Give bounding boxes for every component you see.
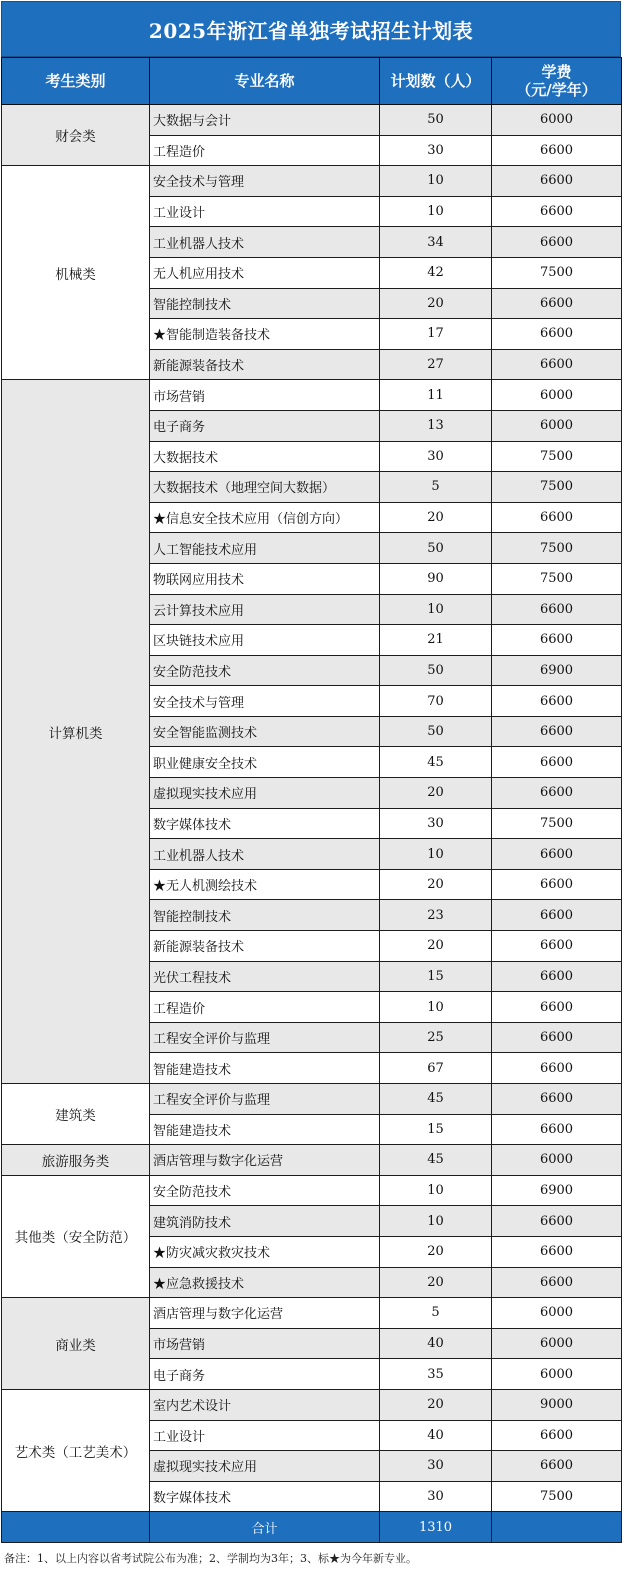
plan-cell: 45 xyxy=(380,1145,492,1176)
major-cell: 安全技术与管理 xyxy=(150,686,380,717)
fee-cell: 9000 xyxy=(492,1389,622,1420)
plan-cell: 30 xyxy=(380,1451,492,1482)
major-cell: 大数据技术（地理空间大数据） xyxy=(150,472,380,503)
header-major: 专业名称 xyxy=(150,58,380,105)
major-cell: ★信息安全技术应用（信创方向） xyxy=(150,502,380,533)
header-plan: 计划数（人） xyxy=(380,58,492,105)
major-cell: 酒店管理与数字化运营 xyxy=(150,1298,380,1329)
fee-cell: 7500 xyxy=(492,808,622,839)
total-row xyxy=(2,1512,622,1543)
fee-cell: 6600 xyxy=(492,839,622,870)
major-cell: 工业设计 xyxy=(150,1420,380,1451)
fee-cell: 6600 xyxy=(492,319,622,350)
fee-cell: 6600 xyxy=(492,135,622,166)
fee-cell: 6600 xyxy=(492,1022,622,1053)
page-title: 2025年浙江省单独考试招生计划表 xyxy=(1,1,621,57)
header-fee-line1: 学费 xyxy=(541,63,572,81)
major-cell: 新能源装备技术 xyxy=(150,349,380,380)
category-cell: 计算机类 xyxy=(2,380,150,1084)
fee-cell: 6600 xyxy=(492,747,622,778)
major-cell: 人工智能技术应用 xyxy=(150,533,380,564)
plan-cell: 50 xyxy=(380,533,492,564)
plan-cell: 45 xyxy=(380,747,492,778)
fee-cell: 6600 xyxy=(492,1420,622,1451)
fee-cell: 6600 xyxy=(492,166,622,197)
fee-cell: 6600 xyxy=(492,625,622,656)
major-cell: 安全技术与管理 xyxy=(150,166,380,197)
major-cell: ★无人机测绘技术 xyxy=(150,869,380,900)
fee-cell: 6600 xyxy=(492,992,622,1023)
fee-cell: 6600 xyxy=(492,227,622,258)
header-row xyxy=(2,58,622,105)
fee-cell: 6600 xyxy=(492,1206,622,1237)
table-row xyxy=(2,1298,622,1329)
major-cell: 智能建造技术 xyxy=(150,1053,380,1084)
major-cell: 新能源装备技术 xyxy=(150,931,380,962)
plan-cell: 11 xyxy=(380,380,492,411)
major-cell: 智能建造技术 xyxy=(150,1114,380,1145)
plan-cell: 50 xyxy=(380,655,492,686)
plan-cell: 50 xyxy=(380,105,492,136)
fee-cell: 6600 xyxy=(492,778,622,809)
plan-cell: 10 xyxy=(380,166,492,197)
plan-cell: 10 xyxy=(380,1175,492,1206)
category-cell: 机械类 xyxy=(2,166,150,380)
fee-cell: 6600 xyxy=(492,349,622,380)
fee-cell: 7500 xyxy=(492,533,622,564)
fee-cell: 6600 xyxy=(492,869,622,900)
table-row xyxy=(2,1145,622,1176)
plan-cell: 25 xyxy=(380,1022,492,1053)
plan-cell: 20 xyxy=(380,502,492,533)
plan-cell: 20 xyxy=(380,1389,492,1420)
plan-cell: 20 xyxy=(380,778,492,809)
plan-cell: 10 xyxy=(380,196,492,227)
major-cell: 数字媒体技术 xyxy=(150,1481,380,1512)
major-cell: 安全防范技术 xyxy=(150,655,380,686)
major-cell: 数字媒体技术 xyxy=(150,808,380,839)
major-cell: ★防灾减灾救灾技术 xyxy=(150,1236,380,1267)
plan-cell: 17 xyxy=(380,319,492,350)
fee-cell: 6000 xyxy=(492,410,622,441)
fee-cell: 6600 xyxy=(492,594,622,625)
major-cell: 虚拟现实技术应用 xyxy=(150,778,380,809)
fee-cell: 6600 xyxy=(492,288,622,319)
plan-cell: 10 xyxy=(380,594,492,625)
major-cell: 大数据技术 xyxy=(150,441,380,472)
major-cell: 酒店管理与数字化运营 xyxy=(150,1145,380,1176)
fee-cell: 6000 xyxy=(492,1145,622,1176)
fee-cell: 6600 xyxy=(492,1451,622,1482)
fee-cell: 6900 xyxy=(492,655,622,686)
major-cell: 工程安全评价与监理 xyxy=(150,1022,380,1053)
header-fee-line2: （元/学年） xyxy=(516,81,597,99)
major-cell: 市场营销 xyxy=(150,380,380,411)
major-cell: 大数据与会计 xyxy=(150,105,380,136)
plan-cell: 20 xyxy=(380,288,492,319)
major-cell: 区块链技术应用 xyxy=(150,625,380,656)
table-row xyxy=(2,1084,622,1115)
major-cell: 物联网应用技术 xyxy=(150,563,380,594)
category-cell: 艺术类（工艺美术） xyxy=(2,1389,150,1511)
table-row xyxy=(2,380,622,411)
fee-cell: 6600 xyxy=(492,716,622,747)
fee-cell: 6000 xyxy=(492,380,622,411)
category-cell: 其他类（安全防范） xyxy=(2,1175,150,1297)
major-cell: 市场营销 xyxy=(150,1328,380,1359)
total-plan: 1310 xyxy=(380,1512,492,1543)
major-cell: 工业机器人技术 xyxy=(150,839,380,870)
plan-cell: 90 xyxy=(380,563,492,594)
enrollment-plan-table-frame xyxy=(1,1,621,1543)
category-cell: 建筑类 xyxy=(2,1084,150,1145)
plan-cell: 34 xyxy=(380,227,492,258)
plan-cell: 50 xyxy=(380,716,492,747)
fee-cell: 7500 xyxy=(492,441,622,472)
plan-cell: 13 xyxy=(380,410,492,441)
fee-cell: 7500 xyxy=(492,1481,622,1512)
fee-cell: 6600 xyxy=(492,931,622,962)
fee-cell: 6600 xyxy=(492,900,622,931)
plan-cell: 30 xyxy=(380,135,492,166)
header-category: 考生类别 xyxy=(2,58,150,105)
fee-cell: 7500 xyxy=(492,472,622,503)
fee-cell: 6000 xyxy=(492,1359,622,1390)
total-fee xyxy=(492,1512,622,1543)
major-cell: 工程造价 xyxy=(150,135,380,166)
fee-cell: 6600 xyxy=(492,1267,622,1298)
fee-cell: 6600 xyxy=(492,1236,622,1267)
major-cell: 工程造价 xyxy=(150,992,380,1023)
category-cell: 旅游服务类 xyxy=(2,1145,150,1176)
plan-cell: 30 xyxy=(380,441,492,472)
plan-cell: 20 xyxy=(380,1267,492,1298)
plan-cell: 70 xyxy=(380,686,492,717)
fee-cell: 6600 xyxy=(492,502,622,533)
fee-cell: 6000 xyxy=(492,105,622,136)
major-cell: 工程安全评价与监理 xyxy=(150,1084,380,1115)
plan-cell: 20 xyxy=(380,931,492,962)
fee-cell: 6000 xyxy=(492,1298,622,1329)
plan-cell: 30 xyxy=(380,1481,492,1512)
major-cell: ★智能制造装备技术 xyxy=(150,319,380,350)
fee-cell: 6900 xyxy=(492,1175,622,1206)
fee-cell: 6600 xyxy=(492,196,622,227)
plan-cell: 10 xyxy=(380,992,492,1023)
major-cell: 室内艺术设计 xyxy=(150,1389,380,1420)
major-cell: 光伏工程技术 xyxy=(150,961,380,992)
plan-cell: 35 xyxy=(380,1359,492,1390)
plan-cell: 42 xyxy=(380,257,492,288)
major-cell: 安全防范技术 xyxy=(150,1175,380,1206)
category-cell: 商业类 xyxy=(2,1298,150,1390)
plan-cell: 45 xyxy=(380,1084,492,1115)
major-cell: 职业健康安全技术 xyxy=(150,747,380,778)
major-cell: 工业设计 xyxy=(150,196,380,227)
major-cell: 无人机应用技术 xyxy=(150,257,380,288)
plan-cell: 40 xyxy=(380,1420,492,1451)
plan-cell: 23 xyxy=(380,900,492,931)
major-cell: 安全智能监测技术 xyxy=(150,716,380,747)
table-row xyxy=(2,105,622,136)
major-cell: 智能控制技术 xyxy=(150,288,380,319)
major-cell: 建筑消防技术 xyxy=(150,1206,380,1237)
plan-cell: 20 xyxy=(380,869,492,900)
footnote: 备注：1、以上内容以省考试院公布为准；2、学制均为3年；3、标★为今年新专业。 xyxy=(4,1552,417,1565)
plan-cell: 27 xyxy=(380,349,492,380)
fee-cell: 6600 xyxy=(492,1084,622,1115)
major-cell: 电子商务 xyxy=(150,1359,380,1390)
fee-cell: 6600 xyxy=(492,1053,622,1084)
plan-cell: 30 xyxy=(380,808,492,839)
plan-cell: 5 xyxy=(380,1298,492,1329)
major-cell: 智能控制技术 xyxy=(150,900,380,931)
fee-cell: 6000 xyxy=(492,1328,622,1359)
plan-cell: 20 xyxy=(380,1236,492,1267)
plan-cell: 10 xyxy=(380,839,492,870)
header-fee xyxy=(492,58,622,105)
plan-cell: 67 xyxy=(380,1053,492,1084)
table-body xyxy=(2,105,622,1512)
major-cell: ★应急救援技术 xyxy=(150,1267,380,1298)
total-empty-cell xyxy=(2,1512,150,1543)
table-row xyxy=(2,1175,622,1206)
enrollment-plan-table xyxy=(1,57,622,1543)
major-cell: 虚拟现实技术应用 xyxy=(150,1451,380,1482)
plan-cell: 40 xyxy=(380,1328,492,1359)
major-cell: 工业机器人技术 xyxy=(150,227,380,258)
table-row xyxy=(2,1389,622,1420)
fee-cell: 6600 xyxy=(492,1114,622,1145)
category-cell: 财会类 xyxy=(2,105,150,166)
major-cell: 电子商务 xyxy=(150,410,380,441)
plan-cell: 10 xyxy=(380,1206,492,1237)
plan-cell: 15 xyxy=(380,961,492,992)
plan-cell: 5 xyxy=(380,472,492,503)
total-label: 合计 xyxy=(150,1512,380,1543)
plan-cell: 21 xyxy=(380,625,492,656)
fee-cell: 7500 xyxy=(492,257,622,288)
fee-cell: 7500 xyxy=(492,563,622,594)
fee-cell: 6600 xyxy=(492,961,622,992)
major-cell: 云计算技术应用 xyxy=(150,594,380,625)
table-row xyxy=(2,166,622,197)
plan-cell: 15 xyxy=(380,1114,492,1145)
fee-cell: 6600 xyxy=(492,686,622,717)
